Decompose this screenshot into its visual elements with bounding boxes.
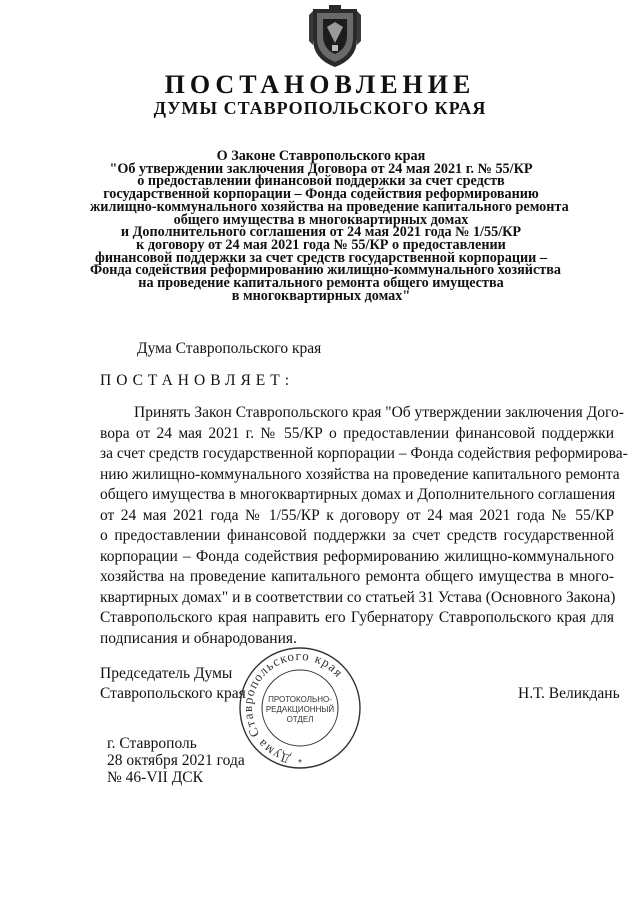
law-title-line: финансовой поддержки за счет средств государственной корпорации –: [95, 249, 547, 266]
document-number: № 46-VII ДСК: [107, 769, 203, 786]
law-title-line: жилищно-коммунального хозяйства на проведение капитального ремонта: [90, 198, 569, 215]
law-title-line: и Дополнительного соглашения от 24 мая 2021 года № 1/55/КР: [120, 224, 522, 241]
body-line: корпорации – Фонда содействия реформированию жилищно-коммунального: [100, 547, 614, 565]
law-title-line: на проведение капитального ремонта общего имущества: [138, 275, 504, 292]
law-title-line: О Законе Ставропольского края: [216, 148, 426, 164]
body-line: вора от 24 мая 2021 г. № 55/КР о предоставлении финансовой поддержки: [100, 424, 614, 442]
law-title-line: государственной корпорации – Фонда содействия реформированию: [103, 186, 539, 203]
stamp-ring-text: Дума Ставропольского края: [239, 647, 347, 767]
signatory-name: Н.Т. Великдань: [518, 685, 620, 702]
body-line: о предоставлении финансовой поддержки за счет средств государственной: [100, 527, 614, 544]
coat-of-arms-icon: [303, 5, 367, 69]
preamble: Дума Ставропольского края: [137, 340, 322, 357]
body-line: Ставропольского края направить его Губернатору Ставропольского края для: [100, 609, 614, 626]
body-line: за счет средств государственной корпорации – Фонда содействия реформирова-: [100, 445, 628, 462]
resolves-heading: ПОСТАНОВЛЯЕТ:: [100, 372, 295, 389]
issue-date: 28 октября 2021 года: [107, 752, 245, 769]
stamp-center-line1: ПРОТОКОЛЬНО-: [268, 695, 332, 704]
body-line: от 24 мая 2021 года № 1/55/КР к договору от 24 мая 2021 года № 55/КР: [100, 506, 614, 524]
body-line: подписания и обнародования.: [100, 629, 297, 647]
law-title-line: в многоквартирных домах": [231, 287, 411, 304]
law-title-line: "Об утверждении заключения Договора от 24 мая 2021 г. № 55/КР: [109, 160, 533, 177]
law-title-line: общего имущества в многоквартирных домах: [173, 211, 469, 228]
law-title-line: Фонда содействия реформированию жилищно-коммунального хозяйства: [90, 262, 562, 279]
stamp-center-line3: ОТДЕЛ: [286, 715, 314, 724]
law-title-line: о предоставлении финансовой поддержки за счет средств: [137, 173, 505, 190]
stamp-star-icon: *: [298, 758, 302, 769]
body-line: хозяйства на проведение капитального ремонта общего имущества в много-: [100, 568, 614, 585]
resolution-body: [100, 403, 628, 649]
body-line: общего имущества в многоквартирных домах и Дополнительного соглашения: [100, 486, 616, 503]
body-line: квартирных домах" и в соответствии со статьей 31 Устава (Основного Закона): [100, 588, 616, 606]
signatory-position-line2: Ставропольского края: [100, 685, 246, 702]
stamp-center-line2: РЕДАКЦИОННЫЙ: [265, 705, 335, 714]
law-title-line: к договору от 24 мая 2021 года № 55/КР о предоставлении: [136, 236, 506, 253]
law-title-block: [90, 148, 569, 304]
document-issuer: ДУМЫ СТАВРОПОЛЬСКОГО КРАЯ: [153, 98, 487, 118]
body-line: нию жилищно-коммунального хозяйства на проведение капитального ремонта: [100, 465, 620, 483]
issue-city: г. Ставрополь: [107, 735, 197, 752]
official-stamp: [238, 646, 362, 770]
body-line: Принять Закон Ставропольского края "Об утверждении заключения Дого-: [134, 404, 624, 421]
document-title: ПОСТАНОВЛЕНИЕ: [164, 70, 476, 99]
signatory-position-line1: Председатель Думы: [100, 665, 233, 682]
